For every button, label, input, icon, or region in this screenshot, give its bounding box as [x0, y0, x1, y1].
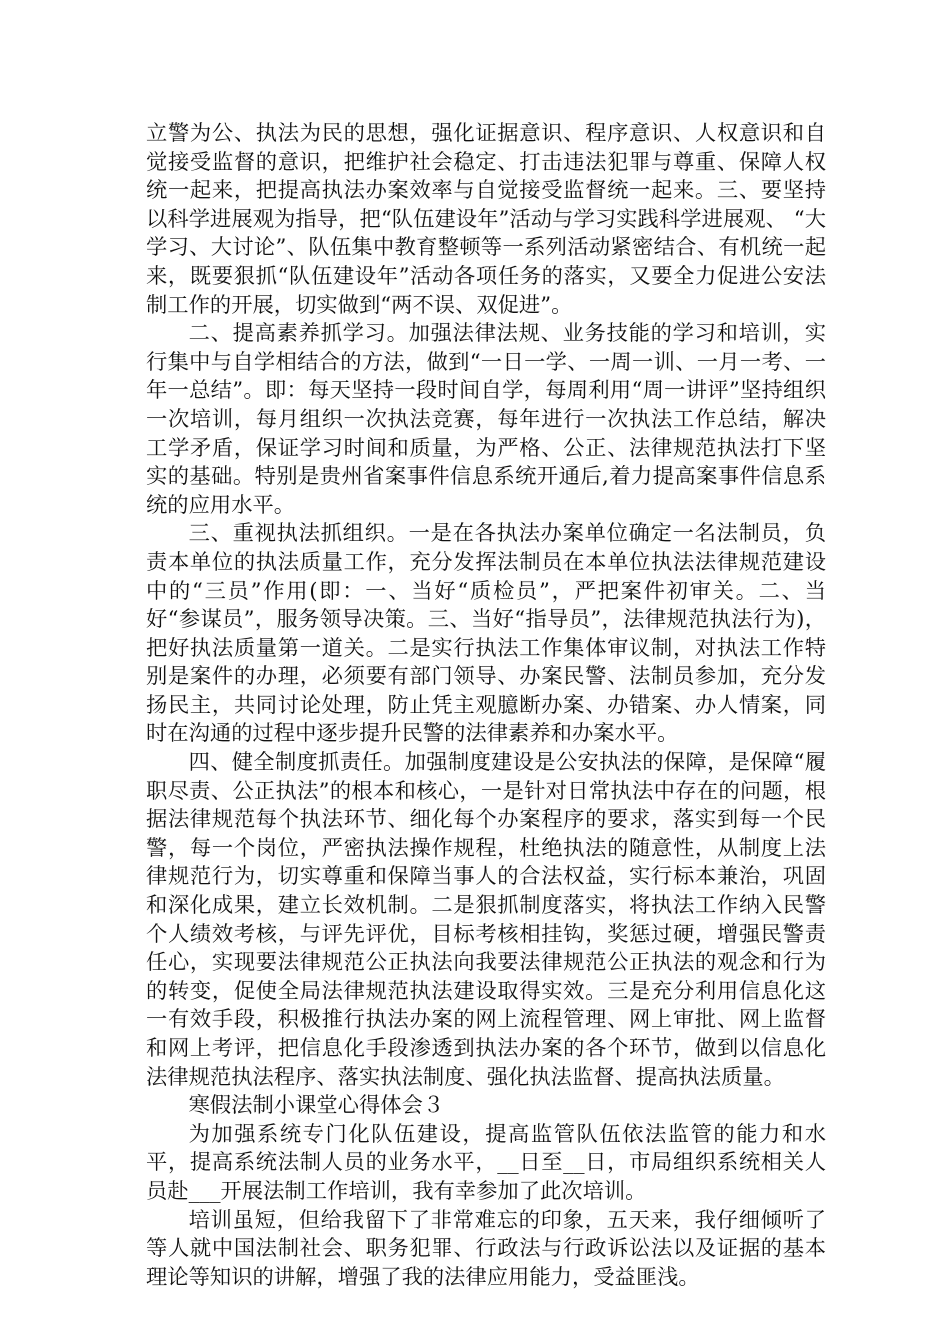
- paragraph-1: 立警为公、执法为民的思想，强化证据意识、程序意识、人权意识和自觉接受监督的意识，把维护社会稳定、打击违法犯罪与尊重、保障人权统一起来，把提高执法办案效率与自觉接受监督统一起来。三、要坚持以科学进展观为指导，把“队伍建设年”活动与学习实践科学进展观、 “大学习、大讨论”、队伍集中教育整顿等一系列活动紧密结合、有机统一起来，既要狠抓“队伍建设年”活动各项任务的落实，又要全力促进公安法制工作的开展，切实做到“两不误、双促进”。: [146, 121, 826, 318]
- paragraph-6: 培训虽短，但给我留下了非常难忘的印象，五天来，我仔细倾听了等人就中国法制社会、职务犯罪、行政法与行政诉讼法以及证据的基本理论等知识的讲解，增强了我的法律应用能力，受益匪浅。: [146, 1207, 826, 1290]
- paragraph-5: 为加强系统专门化队伍建设，提高监管队伍依法监管的能力和水平，提高系统法制人员的业务水平，__日至__日，市局组织系统相关人员赴___开展法制工作培训，我有幸参加了此次培训。: [146, 1121, 826, 1204]
- paragraph-3: 三、重视执法抓组织。一是在各执法办案单位确定一名法制员，负责本单位的执法质量工作，充分发挥法制员在本单位执法法律规范建设中的“三员”作用(即：一、当好“质检员”，严把案件初审关。二、当好“参谋员”，服务领导决策。三、当好“指导员”，法律规范执法行为)，把好执法质量第一道关。二是实行执法工作集体审议制，对执法工作特别是案件的办理，必须要有部门领导、办案民警、法制员参加，充分发扬民主，共同讨论处理，防止凭主观臆断办案、办错案、办人情案，同时在沟通的过程中逐步提升民警的法律素养和办案水平。: [146, 521, 826, 747]
- document-page: [146, 120, 826, 1292]
- section-heading: 寒假法制小课堂心得体会３: [188, 1093, 445, 1119]
- paragraph-2: 二、提高素养抓学习。加强法律法规、业务技能的学习和培训，实行集中与自学相结合的方法，做到“一日一学、一周一训、一月一考、一年一总结”。即：每天坚持一段时间自学，每周利用“周一讲评”坚持组织一次培训，每月组织一次执法竞赛，每年进行一次执法工作总结，解决工学矛盾，保证学习时间和质量，为严格、公正、法律规范执法打下坚实的基础。特别是贵州省案事件信息系统开通后,着力提高案事件信息系统的应用水平。: [146, 321, 826, 518]
- paragraph-4: 四、健全制度抓责任。加强制度建设是公安执法的保障，是保障“履职尽责、公正执法”的根本和核心，一是针对日常执法中存在的问题，根据法律规范每个执法环节、细化每个办案程序的要求，落实到每一个民警，每一个岗位，严密执法操作规程，杜绝执法的随意性，从制度上法律规范行为，切实尊重和保障当事人的合法权益，实行标本兼治，巩固和深化成果，建立长效机制。二是狠抓制度落实，将执法工作纳入民警个人绩效考核，与评先评优，目标考核相挂钩，奖惩过硬，增强民警责任心，实现要法律规范公正执法向我要法律规范公正执法的观念和行为的转变，促使全局法律规范执法建设取得实效。三是充分利用信息化这一有效手段，积极推行执法办案的网上流程管理、网上审批、网上监督和网上考评，把信息化手段渗透到执法办案的各个环节，做到以信息化法律规范执法程序、落实执法制度、强化执法监督、提高执法质量。: [146, 750, 826, 1090]
